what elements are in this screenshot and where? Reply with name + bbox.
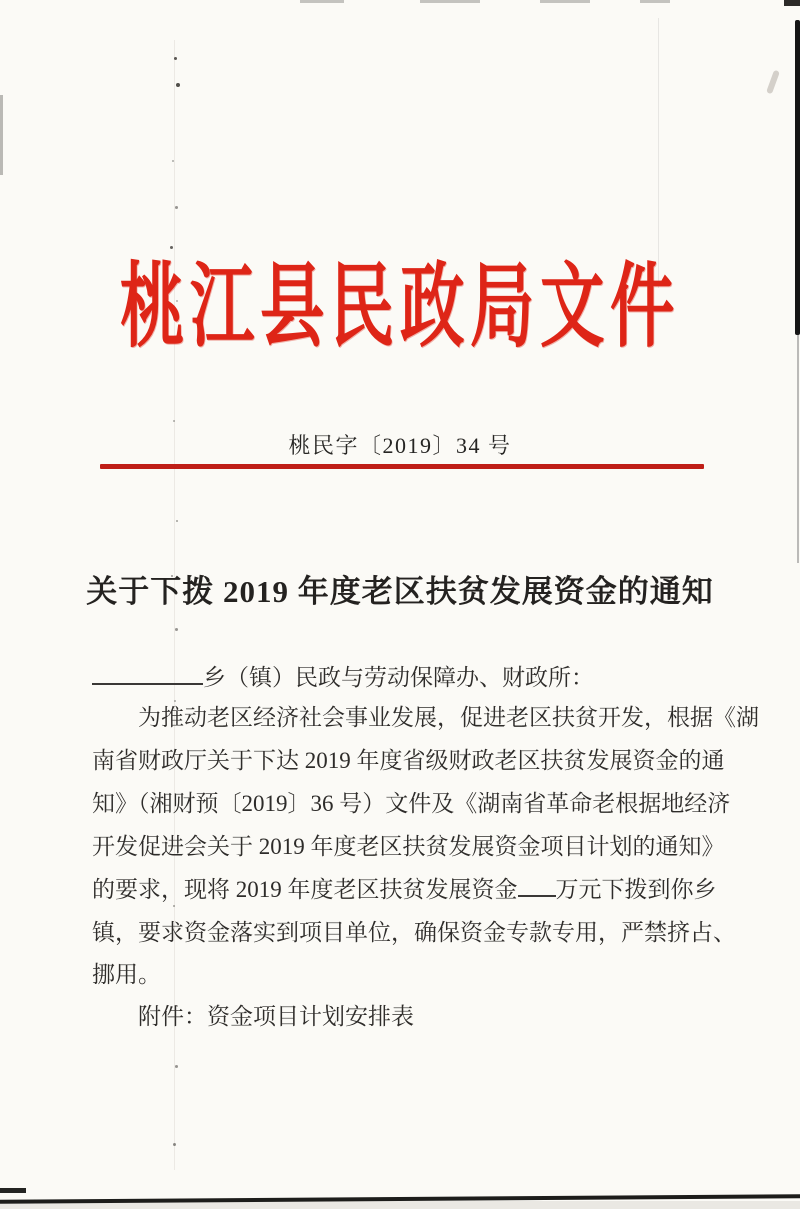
left-edge-scan-mark — [0, 95, 3, 175]
scan-speckle — [176, 520, 178, 522]
bottom-left-scan-mark — [0, 1188, 26, 1193]
fund-line-prefix: 的要求，现将 2019 年度老区扶贫发展资金 — [92, 877, 518, 902]
agency-header-title: 桃江县民政局文件 — [120, 256, 681, 358]
top-right-scan-mark — [784, 0, 800, 6]
paper-crease-line — [658, 18, 659, 288]
red-separator-line — [100, 464, 704, 469]
scan-speckle — [170, 246, 173, 249]
scan-speckle — [173, 905, 175, 907]
scan-speckle — [176, 83, 180, 87]
scan-speckle — [174, 700, 176, 702]
salutation-line — [92, 664, 742, 692]
scan-speckle — [173, 420, 175, 422]
attachment-line: 附件：资金项目计划安排表 — [138, 1004, 414, 1029]
scan-speckle — [174, 57, 177, 60]
scan-speckle — [175, 1065, 178, 1068]
notice-title: 关于下拨 2019 年度老区扶贫发展资金的通知 — [86, 574, 714, 609]
fund-amount-blank-underline — [518, 879, 556, 897]
fund-line-suffix: 万元下拨到你乡 — [555, 877, 717, 902]
scan-speckle — [173, 1143, 176, 1146]
body-line: 为推动老区经济社会事业发展，促进老区扶贫开发，根据《湖 — [138, 705, 759, 730]
fund-amount-line — [92, 876, 742, 904]
scan-speckle — [175, 628, 178, 631]
scan-speckle — [175, 206, 178, 209]
body-line: 开发促进会关于 2019 年度老区扶贫发展资金项目计划的通知》 — [92, 834, 725, 859]
letterhead — [0, 252, 800, 362]
salutation-blank-underline — [92, 665, 203, 685]
body-line: 知》（湘财预〔2019〕36 号）文件及《湖南省革命老根据地经济 — [92, 791, 731, 816]
body-line: 镇，要求资金落实到项目单位，确保资金专款专用，严禁挤占、 — [92, 920, 736, 945]
top-edge-remnant — [420, 0, 480, 3]
top-edge-remnant — [540, 0, 590, 3]
scan-speckle — [172, 160, 174, 162]
scan-smudge — [766, 70, 780, 95]
top-edge-remnant — [300, 0, 344, 3]
doc-number: 桃民字〔2019〕34 号 — [288, 433, 512, 458]
top-edge-remnant — [640, 0, 670, 3]
body-line: 南省财政厅关于下达 2019 年度省级财政老区扶贫发展资金的通 — [92, 748, 725, 773]
salutation-text: 乡（镇）民政与劳动保障办、财政所： — [203, 665, 594, 690]
body-line: 挪用。 — [92, 962, 161, 987]
